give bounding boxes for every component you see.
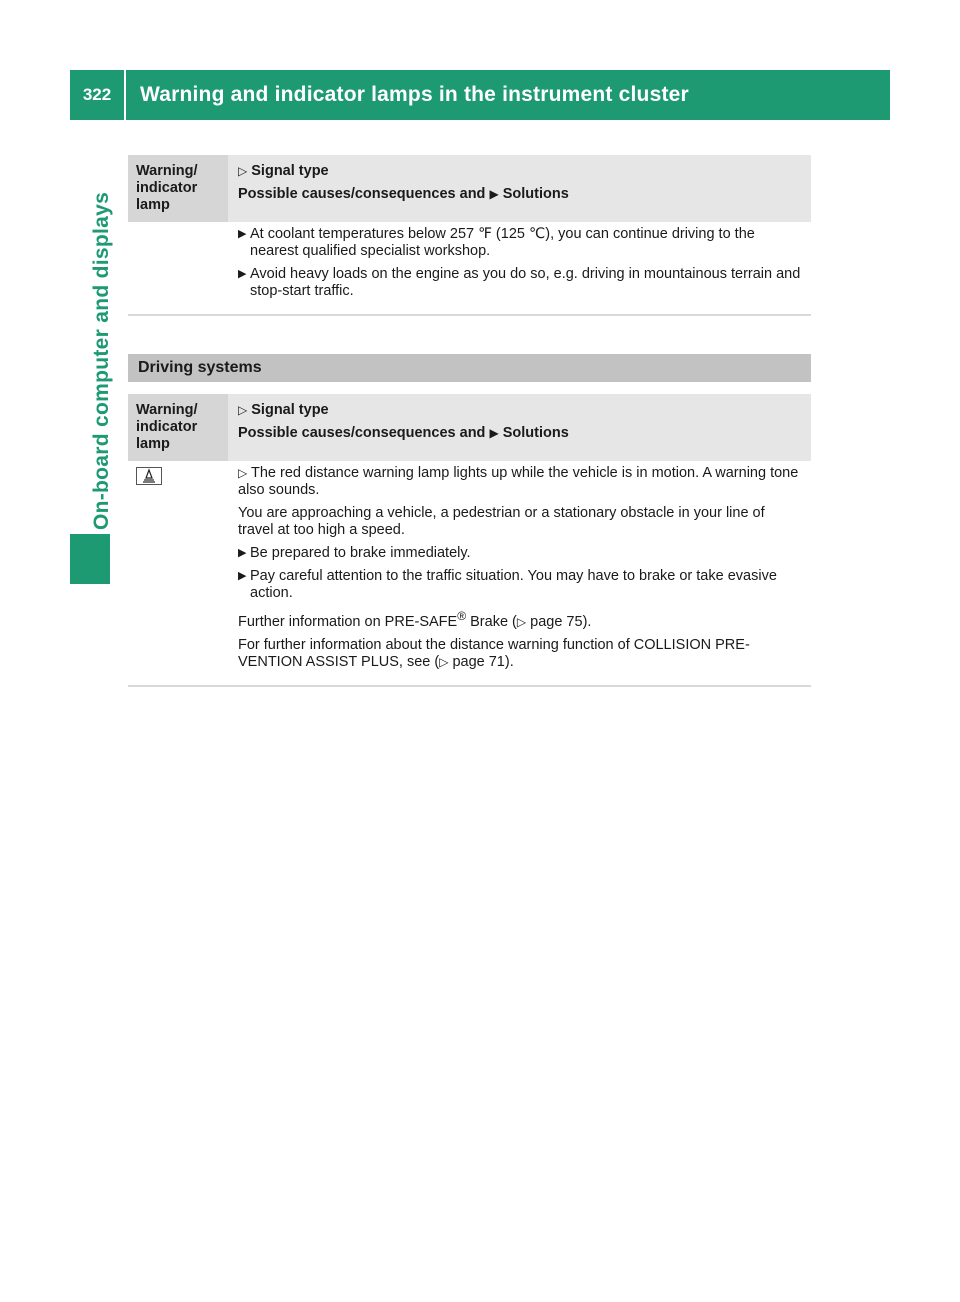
- further-info: Further information on PRE-SAFE® Brake (▷ page 75).: [238, 609, 592, 630]
- body-cell: [228, 461, 811, 686]
- list-item: ▶ At coolant temperatures below 257 ℉ (125 ℃), you can continue driving to the nearest qualified specialist workshop.: [238, 226, 755, 259]
- arrow-icon: ▶: [238, 570, 247, 582]
- solutions-label: Solutions: [502, 186, 569, 202]
- signal-type-label: Signal type: [251, 402, 329, 418]
- page-content: [128, 155, 811, 687]
- arrow-icon: ▶: [238, 228, 247, 240]
- signal-type-label: Signal type: [251, 163, 329, 179]
- col-header-signal: [228, 394, 811, 461]
- distance-warning-icon: [136, 467, 162, 485]
- cause-description: You are approaching a vehicle, a pedestrian or a stationary obstacle in your line of travel at too high a speed.: [238, 505, 765, 538]
- list-item: ▶ Pay careful attention to the traffic situation. You may have to brake or take evasive action.: [238, 568, 777, 601]
- table-row: [128, 461, 811, 686]
- solutions-arrow-icon: ▶: [489, 426, 499, 440]
- section-heading: Driving systems: [128, 354, 811, 382]
- coolant-table: [128, 155, 811, 316]
- col-header-lamp: Warning/ indicator lamp: [128, 394, 228, 461]
- page-ref-icon: ▷: [516, 614, 527, 629]
- page-ref-icon: ▷: [439, 654, 449, 669]
- side-tab: [86, 130, 118, 530]
- causes-label: Possible causes/consequences and: [238, 186, 486, 202]
- side-tab-block: [70, 534, 110, 584]
- signal-type-icon: ▷: [238, 403, 248, 417]
- solutions-arrow-icon: ▶: [489, 187, 499, 201]
- page-header: [70, 70, 890, 120]
- signal-type-icon: ▷: [238, 466, 248, 480]
- lamp-cell: [128, 222, 228, 315]
- body-cell: [228, 222, 811, 315]
- side-tab-label: On-board computer and displays: [90, 191, 113, 530]
- lamp-cell: [128, 461, 228, 686]
- arrow-icon: ▶: [238, 268, 247, 280]
- solutions-label: Solutions: [502, 425, 569, 441]
- page-number: 322: [70, 70, 126, 120]
- collision-info: For further information about the distance warning function of COLLISION PRE-VENTION ASSIST PLUS, see (▷ page 71).: [238, 636, 750, 670]
- table-row: [128, 222, 811, 315]
- arrow-icon: ▶: [238, 547, 247, 559]
- signal-description: ▷ The red distance warning lamp lights up while the vehicle is in motion. A warning tone also sounds.: [238, 465, 799, 498]
- causes-label: Possible causes/consequences and: [238, 425, 486, 441]
- page-ref-link[interactable]: page 71: [452, 653, 505, 670]
- signal-type-icon: ▷: [238, 164, 248, 178]
- list-item: ▶ Avoid heavy loads on the engine as you do so, e.g. driving in mountainous terrain and stop-start traffic.: [238, 266, 801, 299]
- col-header-lamp: Warning/ indicator lamp: [128, 155, 228, 222]
- page-title: Warning and indicator lamps in the instrument cluster: [140, 83, 689, 106]
- list-item: ▶ Be prepared to brake immediately.: [238, 545, 471, 561]
- driving-systems-table: [128, 394, 811, 687]
- col-header-signal: [228, 155, 811, 222]
- page-ref-link[interactable]: page 75: [530, 613, 583, 630]
